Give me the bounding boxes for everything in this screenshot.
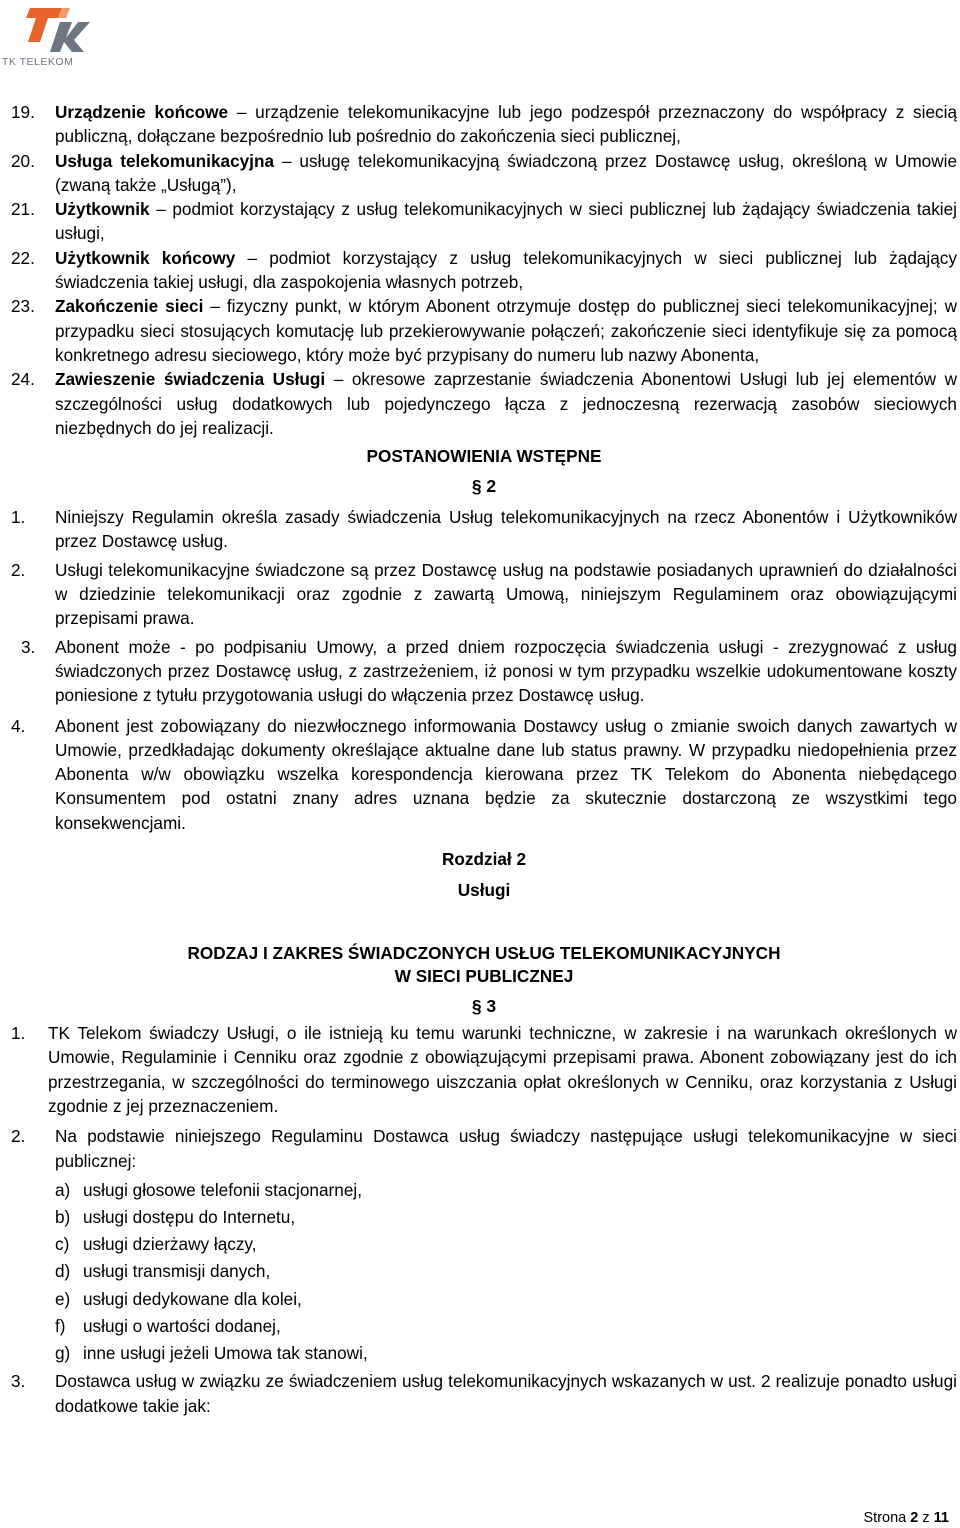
sublist-item (55, 1286, 957, 1313)
item-number: 20. (11, 150, 35, 171)
definition-text: – podmiot korzystający z usług telekomunikacyjnych w sieci publicznej lub żądający świadczenia takiej usługi, dla zaspokojenia własnych potrzeb, (55, 247, 957, 293)
chapter-title: Rozdział 2 (441, 849, 527, 870)
paragraph-sign: § 3 (471, 996, 497, 1017)
definition-term: Użytkownik (55, 199, 150, 220)
item-text: Niniejszy Regulamin określa zasady świadczenia Usług telekomunikacyjnych na rzecz Abonentów i Użytkowników przez Dostawcę usług. (55, 507, 957, 552)
page-footer (864, 1510, 950, 1526)
definition-item (11, 197, 957, 246)
definition-item (11, 367, 957, 440)
sublist-letter: d) (55, 1261, 71, 1282)
item-number: 1. (11, 507, 26, 528)
section-heading-line: W SIECI PUBLICZNEJ (394, 966, 574, 987)
sublist-text: usługi dostępu do Internetu, (83, 1207, 296, 1227)
item-number: 23. (11, 296, 35, 317)
sublist-text: inne usługi jeżeli Umowa tak stanowi, (83, 1343, 368, 1364)
paragraph-sign: § 2 (471, 476, 497, 497)
item-number: 24. (11, 369, 35, 390)
item-number: 19. (11, 102, 35, 122)
item-number: 2. (11, 559, 26, 580)
item-number: 3. (11, 1371, 26, 1392)
sublist-letter: f) (55, 1315, 66, 1336)
item-text: Dostawca usług w związku ze świadczeniem usług telekomunikacyjnych wskazanych w ust. 2 realizuje ponadto usługi dodatkowe takie jak: (55, 1371, 957, 1416)
list-item (11, 1021, 957, 1118)
item-text: TK Telekom świadczy Usługi, o ile istnieją ku temu warunki techniczne, w zakresie i na warunkach określonych w Umowie, Regulaminie i Cenniku oraz zgodnie z obowiązującymi przepisami prawa. Abonent zobowiązany jest do ich przestrzegania, w szczególności do terminowego uiszczania opłat określonych w Cenniku, oraz korzystania z Usługi zgodnie z jej przeznaczeniem. (48, 1023, 957, 1116)
document-body (11, 100, 957, 1418)
sublist-letter: g) (55, 1343, 71, 1364)
sublist-item (55, 1177, 957, 1204)
item-number: 1. (11, 1023, 26, 1044)
item-number: 2. (11, 1126, 26, 1147)
footer-of: z (922, 1510, 930, 1526)
item-text: Abonent może - po podpisaniu Umowy, a przed dniem rozpoczęcia świadczenia usługi - zrezygnować z usług świadczonych przez Dostawcę usług, z zastrzeżeniem, iż ponosi w tym przypadku wszelkie udokumentowane koszty poniesione z tytułu przygotowania usługi do włączenia przez Dostawcę usług. (55, 636, 957, 706)
list-item (11, 505, 957, 554)
footer-page-number: 2 (910, 1510, 919, 1526)
definition-item (11, 149, 957, 198)
list-item (11, 635, 957, 708)
sublist-text: usługi o wartości dodanej, (83, 1315, 281, 1336)
footer-label: Strona (863, 1510, 907, 1526)
chapter-subtitle: Usługi (457, 880, 511, 901)
section1-list (11, 505, 957, 835)
sublist-item (55, 1313, 957, 1340)
item-number: 21. (11, 199, 35, 220)
sublist-text: usługi transmisji danych, (83, 1261, 271, 1282)
item-number: 4. (11, 715, 26, 736)
logo-text: TK TELEKOM (2, 56, 74, 68)
item-text: Usługi telekomunikacyjne świadczone są przez Dostawcę usług na podstawie posiadanych uprawnień do działalności w dziedzinie telekomunikacji oraz zgodnie z zawartą Umową, niniejszym Regulaminem oraz obowiązującymi przepisami prawa. (55, 559, 957, 629)
definition-text: – podmiot korzystający z usług telekomunikacyjnych w sieci publicznej lub żądający świadczenia takiej usługi, (55, 199, 957, 244)
definition-term: Użytkownik końcowy (55, 247, 236, 268)
sublist-item (55, 1231, 957, 1258)
sublist-letter: e) (55, 1288, 71, 1309)
sublist-text: usługi dedykowane dla kolei, (83, 1288, 302, 1309)
tk-telekom-logo (0, 4, 100, 68)
services-sublist (55, 1177, 957, 1367)
sublist-letter: c) (55, 1234, 70, 1255)
list-item (11, 1124, 957, 1367)
sublist-letter: b) (55, 1207, 71, 1227)
definition-text: – usługę telekomunikacyjną świadczoną przez Dostawcę usług, określoną w Umowie (zwaną także „Usługą”), (55, 150, 957, 195)
definition-term: Zakończenie sieci (55, 296, 204, 317)
sublist-text: usługi dzierżawy łączy, (83, 1234, 257, 1255)
definition-item (11, 294, 957, 367)
definition-text: – okresowe zaprzestanie świadczenia Abonentowi Usługi lub jej elementów w szczególności usług dodatkowych lub pojedynczego łącza z jednoczesną rezerwacją zasobów sieciowych niezbędnych do jej realizacji. (55, 369, 957, 438)
section-heading-line: RODZAJ I ZAKRES ŚWIADCZONYCH USŁUG TELEKOMUNIKACYJNYCH (187, 943, 781, 964)
sublist-letter: a) (55, 1179, 71, 1200)
list-item (11, 1369, 957, 1418)
definition-term: Usługa telekomunikacyjna (55, 150, 275, 171)
definition-text: – urządzenie telekomunikacyjne lub jego podzespół przeznaczony do współpracy z siecią publiczną, dołączane bezpośrednio lub pośrednio do zakończenia sieci publicznej, (55, 102, 958, 147)
sublist-item (55, 1258, 957, 1285)
definition-item (11, 100, 957, 149)
logo-mark-icon (0, 4, 100, 56)
list-item (11, 558, 957, 631)
definition-text: – fizyczny punkt, w którym Abonent otrzymuje dostęp do publicznej sieci telekomunikacyjnej; w przypadku sieci stosujących komutację lub przekierowywanie połączeń; zakończenie sieci identyfikuje się za pomocą konkretnego adresu sieciowego, który może być przypisany do numeru lub nazwy Abonenta, (55, 296, 957, 365)
sublist-item (55, 1340, 957, 1367)
definition-term: Urządzenie końcowe (55, 102, 229, 122)
section-heading: POSTANOWIENIA WSTĘPNE (366, 446, 602, 467)
section-heading (11, 942, 957, 988)
sublist-item (55, 1204, 957, 1231)
definitions-list (11, 100, 957, 440)
list-item (11, 714, 957, 835)
item-text: Abonent jest zobowiązany do niezwłocznego informowania Dostawcy usług o zmianie swoich danych zawartych w Umowie, przedkładając dokumenty określające aktualne dane lub status prawny. W przypadku niedopełnienia przez Abonenta w/w obowiązku wszelka korespondencja kierowana przez TK Telekom do Abonenta niebędącego Konsumentem pod ostatni znany adres uznana będzie za skutecznie dostarczoną ze wszystkimi tego konsekwencjami. (55, 715, 957, 833)
definition-term: Zawieszenie świadczenia Usługi (55, 369, 326, 390)
item-number: 22. (11, 247, 35, 268)
item-text: Na podstawie niniejszego Regulaminu Dostawca usług świadczy następujące usługi telekomunikacyjne w sieci publicznej: (55, 1126, 957, 1171)
footer-page-total: 11 (933, 1510, 949, 1526)
item-number: 3. (21, 636, 36, 657)
sublist-text: usługi głosowe telefonii stacjonarnej, (83, 1179, 362, 1200)
definition-item (11, 246, 957, 295)
